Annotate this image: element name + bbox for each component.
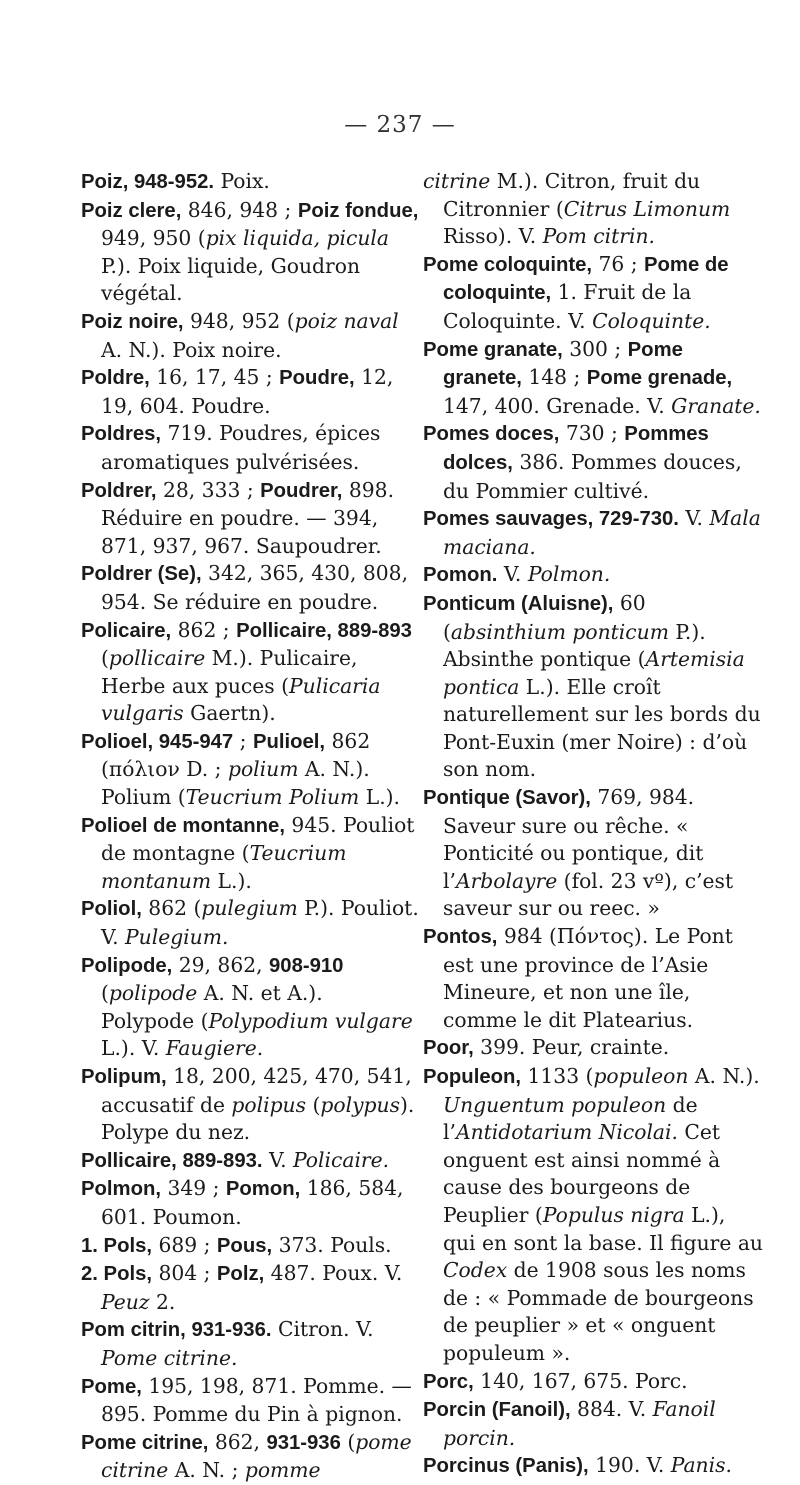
entry-headword: Pomes doces, — [423, 423, 560, 446]
entry-italic-text: Coloquinte. — [592, 308, 711, 333]
entry-text: 399. Peur, crainte. — [473, 1035, 670, 1060]
entry-italic-text: Peuz — [101, 1289, 150, 1314]
entry-italic-text: Policaire. — [292, 1147, 390, 1172]
dictionary-entry — [81, 1429, 421, 1485]
entry-headword: 908-910 — [269, 954, 344, 977]
entry-text: A. N.). — [688, 1064, 760, 1088]
dictionary-entry — [81, 1316, 421, 1372]
entry-text: ( — [306, 1092, 321, 1117]
entry-text: 719. Poudres, épices aromatiques pulvérisées. — [101, 421, 381, 474]
dictionary-entry — [423, 590, 763, 784]
entry-headword: Poldrer, — [81, 479, 157, 502]
dictionary-entry — [423, 784, 763, 923]
dictionary-entry — [81, 168, 421, 197]
entry-text: V. — [262, 1147, 293, 1172]
entry-headword: Polioel, 945-947 — [81, 730, 234, 753]
entry-italic-text: Mala maciana. — [443, 506, 761, 559]
entry-headword: Policaire, — [81, 619, 172, 642]
entry-text: 349 ; — [161, 1176, 226, 1201]
entry-headword: Poiz clere, — [81, 199, 182, 222]
entry-text: P.). Absinthe pontique ( — [443, 619, 706, 672]
entry-text: 846, 948 ; — [181, 197, 298, 222]
entry-italic-text: Granate. — [671, 393, 761, 418]
entry-text: de 1908 sous les noms de : « Pommade de bourgeons de peuplier » et « onguent populeum ». — [443, 1258, 754, 1365]
entry-text: P.). Pouliot. V. — [101, 896, 419, 950]
entry-headword: 2. Pols, — [81, 1263, 153, 1286]
entry-headword: Pome granate, — [423, 338, 563, 361]
entry-text: L.). — [211, 868, 252, 893]
entry-headword: Populeon, — [423, 1066, 522, 1088]
entry-text: L.). V. — [101, 1036, 166, 1061]
entry-text: M.). Pulicaire, Herbe aux puces ( — [101, 646, 358, 698]
entry-headword: Pome grenade, — [586, 367, 733, 390]
entry-text: 804 ; — [152, 1261, 217, 1286]
entry-headword: Pommes dolces, — [443, 423, 709, 474]
entry-text: 148 ; — [521, 365, 587, 390]
entry-headword: Pome, — [81, 1375, 142, 1398]
entry-headword: Pome de coloquinte, — [443, 253, 729, 305]
dictionary-entry — [81, 308, 421, 364]
entry-italic-text: polipus — [231, 1092, 307, 1117]
dictionary-entry — [423, 1034, 763, 1063]
entry-headword: Pomon. — [423, 564, 498, 587]
entry-headword: Poiz fondue, — [297, 199, 419, 222]
dictionary-entry — [81, 477, 421, 561]
entry-text: 884. V. — [570, 1397, 653, 1422]
entry-italic-text: Panis. — [670, 1453, 732, 1478]
entry-italic-text: Codex — [443, 1258, 508, 1283]
entry-text: 1133 ( — [521, 1064, 594, 1088]
entry-headword: Porc, — [423, 1370, 474, 1393]
entry-italic-text: polium — [227, 757, 299, 782]
entry-headword: Porcinus (Panis), — [423, 1455, 589, 1478]
entry-text: ( — [340, 1429, 356, 1454]
entry-headword: Polipode, — [81, 954, 173, 977]
entry-text: 862 ; — [171, 617, 237, 642]
entry-headword: Pulioel, — [252, 730, 326, 753]
entry-headword: Poor, — [423, 1037, 474, 1060]
entry-text: A. N.). Poix noire. — [101, 337, 282, 362]
entry-italic-text: Pulegium. — [125, 925, 229, 950]
entry-italic-text: Citrus Limonum — [563, 196, 731, 221]
page-number: — 237 — — [344, 112, 456, 138]
entry-text: V. — [497, 562, 528, 587]
dictionary-entry — [423, 923, 763, 1034]
entry-headword: Poldrer (Se), — [81, 563, 202, 586]
entry-headword: Poldre, — [81, 367, 150, 390]
entry-headword: Poldres, — [81, 423, 162, 446]
entry-text: Citron. V. — [271, 1317, 374, 1342]
entry-text: (fol. 23 vº), c’est saveur sur ou reec. » — [443, 868, 734, 921]
entry-text: 949, 950 ( — [101, 226, 206, 251]
entry-headword: Poliol, — [81, 898, 142, 921]
entry-headword: 1. Pols, — [81, 1234, 153, 1257]
entry-text: L.). — [359, 785, 401, 810]
entry-italic-text: pulegium — [201, 896, 298, 921]
dictionary-entry — [81, 1147, 421, 1176]
entry-italic-text: pix liquida, picula — [205, 226, 389, 251]
entry-italic-text: Artemisia pontica — [443, 647, 745, 699]
dictionary-entry — [81, 1232, 421, 1261]
entry-italic-text: pome citrine — [101, 1429, 412, 1483]
entry-headword: Poudre, — [279, 367, 355, 390]
entry-headword: Pomes sauvages, 729-730. — [423, 508, 679, 531]
entry-headword: Pontique (Savor), — [423, 787, 591, 810]
dictionary-entry — [81, 560, 421, 616]
entry-text: 769, 984. Saveur sure ou rêche. « Ponticité ou pontique, dit l’ — [443, 785, 704, 893]
entry-italic-text: pomme — [244, 1458, 321, 1483]
entry-text: 29, 862, — [172, 952, 270, 977]
entry-text: 862 (πόλιον D. ; — [101, 728, 371, 782]
dictionary-entry — [81, 1063, 421, 1147]
dictionary-entry — [423, 336, 763, 421]
dictionary-entry — [423, 561, 763, 590]
entry-italic-text: Populus nigra — [542, 1202, 685, 1227]
dictionary-entry — [81, 728, 421, 812]
entry-text: P.). Poix liquide, Goudron végétal. — [101, 253, 360, 306]
entry-headword: Pontos, — [423, 926, 498, 949]
entry-text: ( — [101, 646, 109, 671]
left-column — [81, 168, 421, 1485]
dictionary-entry — [81, 812, 421, 896]
entry-text: ; — [233, 728, 253, 753]
entry-text: 487. Poux. V. — [264, 1261, 403, 1286]
entry-text: L.). Elle croît naturellement sur les bords du Pont-Euxin (mer Noire) : d’où son nom. — [443, 674, 761, 782]
entry-text: 689 ; — [152, 1232, 217, 1257]
entry-headword: Polz, — [216, 1263, 265, 1286]
entry-italic-text: polipode — [108, 981, 198, 1006]
entry-text: 18, 200, 425, 470, 541, accusatif de — [101, 1064, 412, 1117]
entry-headword: Pome citrine, — [81, 1431, 209, 1454]
entry-italic-text: polypus — [320, 1092, 400, 1117]
entry-text: 945. Pouliot de montagne ( — [101, 812, 415, 866]
entry-text: M.). Citron, fruit du Citronnier ( — [443, 169, 701, 221]
entry-text: 195, 198, 871. Pomme. — 895. Pomme du Pin à pignon. — [101, 1373, 412, 1427]
entry-italic-text: pollicaire — [108, 646, 206, 671]
entry-text: 386. Pommes douces, du Pommier cultivé. — [443, 449, 742, 503]
entry-headword: Poiz noire, — [81, 310, 184, 333]
entry-text: A. N.). Polium ( — [101, 757, 370, 810]
entry-text: A. N. ; — [168, 1458, 245, 1483]
entry-headword: Pollicaire, 889-893. — [81, 1149, 263, 1172]
dictionary-entry — [423, 1452, 763, 1481]
dictionary-entry — [81, 1260, 421, 1316]
entry-text: Cet onguent est ainsi nommé à cause des bourgeons de Peuplier ( — [443, 1120, 721, 1227]
entry-headword: Pome granete, — [443, 338, 683, 390]
entry-text: 28, 333 ; — [156, 477, 261, 502]
entry-italic-text: Polmon. — [527, 562, 611, 587]
dictionary-entry — [423, 505, 763, 561]
entry-italic-text: Unguentum populeon — [443, 1092, 667, 1117]
entry-text: Risso). V. — [443, 224, 543, 249]
entry-text: 730 ; — [559, 421, 625, 446]
dictionary-entry — [423, 420, 763, 505]
entry-italic-text: Pome citrine. — [101, 1345, 238, 1370]
dictionary-entry — [81, 617, 421, 728]
right-column — [423, 168, 763, 1481]
entry-italic-text: Teucrium montanum — [101, 841, 347, 893]
entry-text: 984 (Πόντος). Le Pont est une province de l’Asie Mineure, et non une île, comme le dit Platearius. — [443, 924, 733, 1032]
entry-text: ). Polype du nez. — [101, 1092, 415, 1145]
entry-headword: Pomon, — [225, 1178, 301, 1201]
entry-text: V. — [678, 506, 710, 531]
entry-text: A. N. et A.). Polypode ( — [101, 981, 323, 1033]
dictionary-entry — [81, 1175, 421, 1231]
entry-headword: Porcin (Fanoil), — [423, 1399, 571, 1422]
entry-text: Gaertn). — [183, 701, 276, 726]
entry-headword: Polmon, — [81, 1178, 161, 1201]
dictionary-entry — [81, 364, 421, 420]
entry-text: Poix. — [214, 169, 270, 193]
entry-italic-text: Faugiere. — [165, 1036, 264, 1061]
entry-headword: Poiz, 948-952. — [81, 171, 215, 193]
entry-italic-text: Pom citrin. — [542, 224, 655, 249]
entry-text: de l’ — [443, 1092, 698, 1145]
entry-headword: Polipum, — [81, 1066, 167, 1088]
entry-italic-text: Polypodium vulgare — [208, 1008, 413, 1033]
entry-italic-text: Fanoil porcin. — [443, 1397, 716, 1450]
dictionary-entry — [423, 168, 763, 251]
entry-text: 186, 584, 601. Poumon. — [101, 1176, 404, 1229]
entry-italic-text: Arbolayre — [455, 868, 558, 893]
entry-italic-text: citrine — [423, 169, 491, 193]
dictionary-entry — [81, 895, 421, 951]
dictionary-entry — [81, 420, 421, 476]
entry-headword: Polioel de montanne, — [81, 814, 285, 837]
entry-headword: Poudrer, — [260, 479, 343, 502]
entry-text: 862 ( — [141, 896, 202, 921]
entry-italic-text: poiz naval — [294, 308, 399, 333]
entry-headword: Pollicaire, 889-893 — [236, 619, 412, 642]
dictionary-entry — [81, 952, 421, 1063]
entry-text: ( — [101, 981, 109, 1006]
entry-text: 147, 400. Grenade. V. — [443, 393, 672, 418]
entry-text: 1. Fruit de la Coloquinte. V. — [443, 280, 692, 333]
entry-text: 2. — [149, 1289, 176, 1314]
entry-headword: Pom citrin, 931-936. — [81, 1319, 272, 1342]
entry-text: 140, 167, 675. Porc. — [473, 1368, 688, 1393]
entry-text: 12, 19, 604. Poudre. — [101, 365, 394, 418]
entry-headword: Ponticum (Aluisne), — [423, 592, 614, 615]
entry-text: 373. Pouls. — [272, 1232, 392, 1257]
dictionary-entry — [423, 1063, 763, 1368]
entry-headword: 931-936 — [266, 1431, 341, 1454]
entry-italic-text: Pulicaria vulgaris — [101, 673, 381, 726]
entry-italic-text: Antidotarium Nicolai. — [455, 1120, 678, 1145]
entry-text: 898. Réduire en poudre. — 394, 871, 937, 967. Saupoudrer. — [101, 477, 395, 558]
entry-text: 300 ; — [562, 336, 628, 361]
entry-text: 16, 17, 45 ; — [149, 365, 280, 390]
entry-text: 190. V. — [588, 1453, 671, 1478]
entry-text: 948, 952 ( — [183, 308, 295, 333]
entry-italic-text: populeon — [593, 1064, 689, 1088]
entry-italic-text: Teucrium Polium — [185, 785, 360, 810]
entry-text: L.), qui en sont la base. Il figure au — [443, 1202, 763, 1255]
entry-text: 862, — [208, 1429, 267, 1454]
entry-text: 342, 365, 430, 808, 954. Se réduire en poudre. — [101, 561, 409, 614]
entry-italic-text: absinthium ponticum — [450, 619, 669, 644]
dictionary-entry — [423, 1396, 763, 1452]
dictionary-entry — [81, 197, 421, 308]
entry-headword: Pous, — [216, 1234, 273, 1257]
entry-headword: Pome coloquinte, — [423, 253, 593, 276]
entry-text: 60 ( — [443, 590, 646, 644]
dictionary-entry — [81, 1373, 421, 1429]
dictionary-entry — [423, 251, 763, 336]
dictionary-entry — [423, 1368, 763, 1397]
entry-text: 76 ; — [592, 251, 645, 276]
